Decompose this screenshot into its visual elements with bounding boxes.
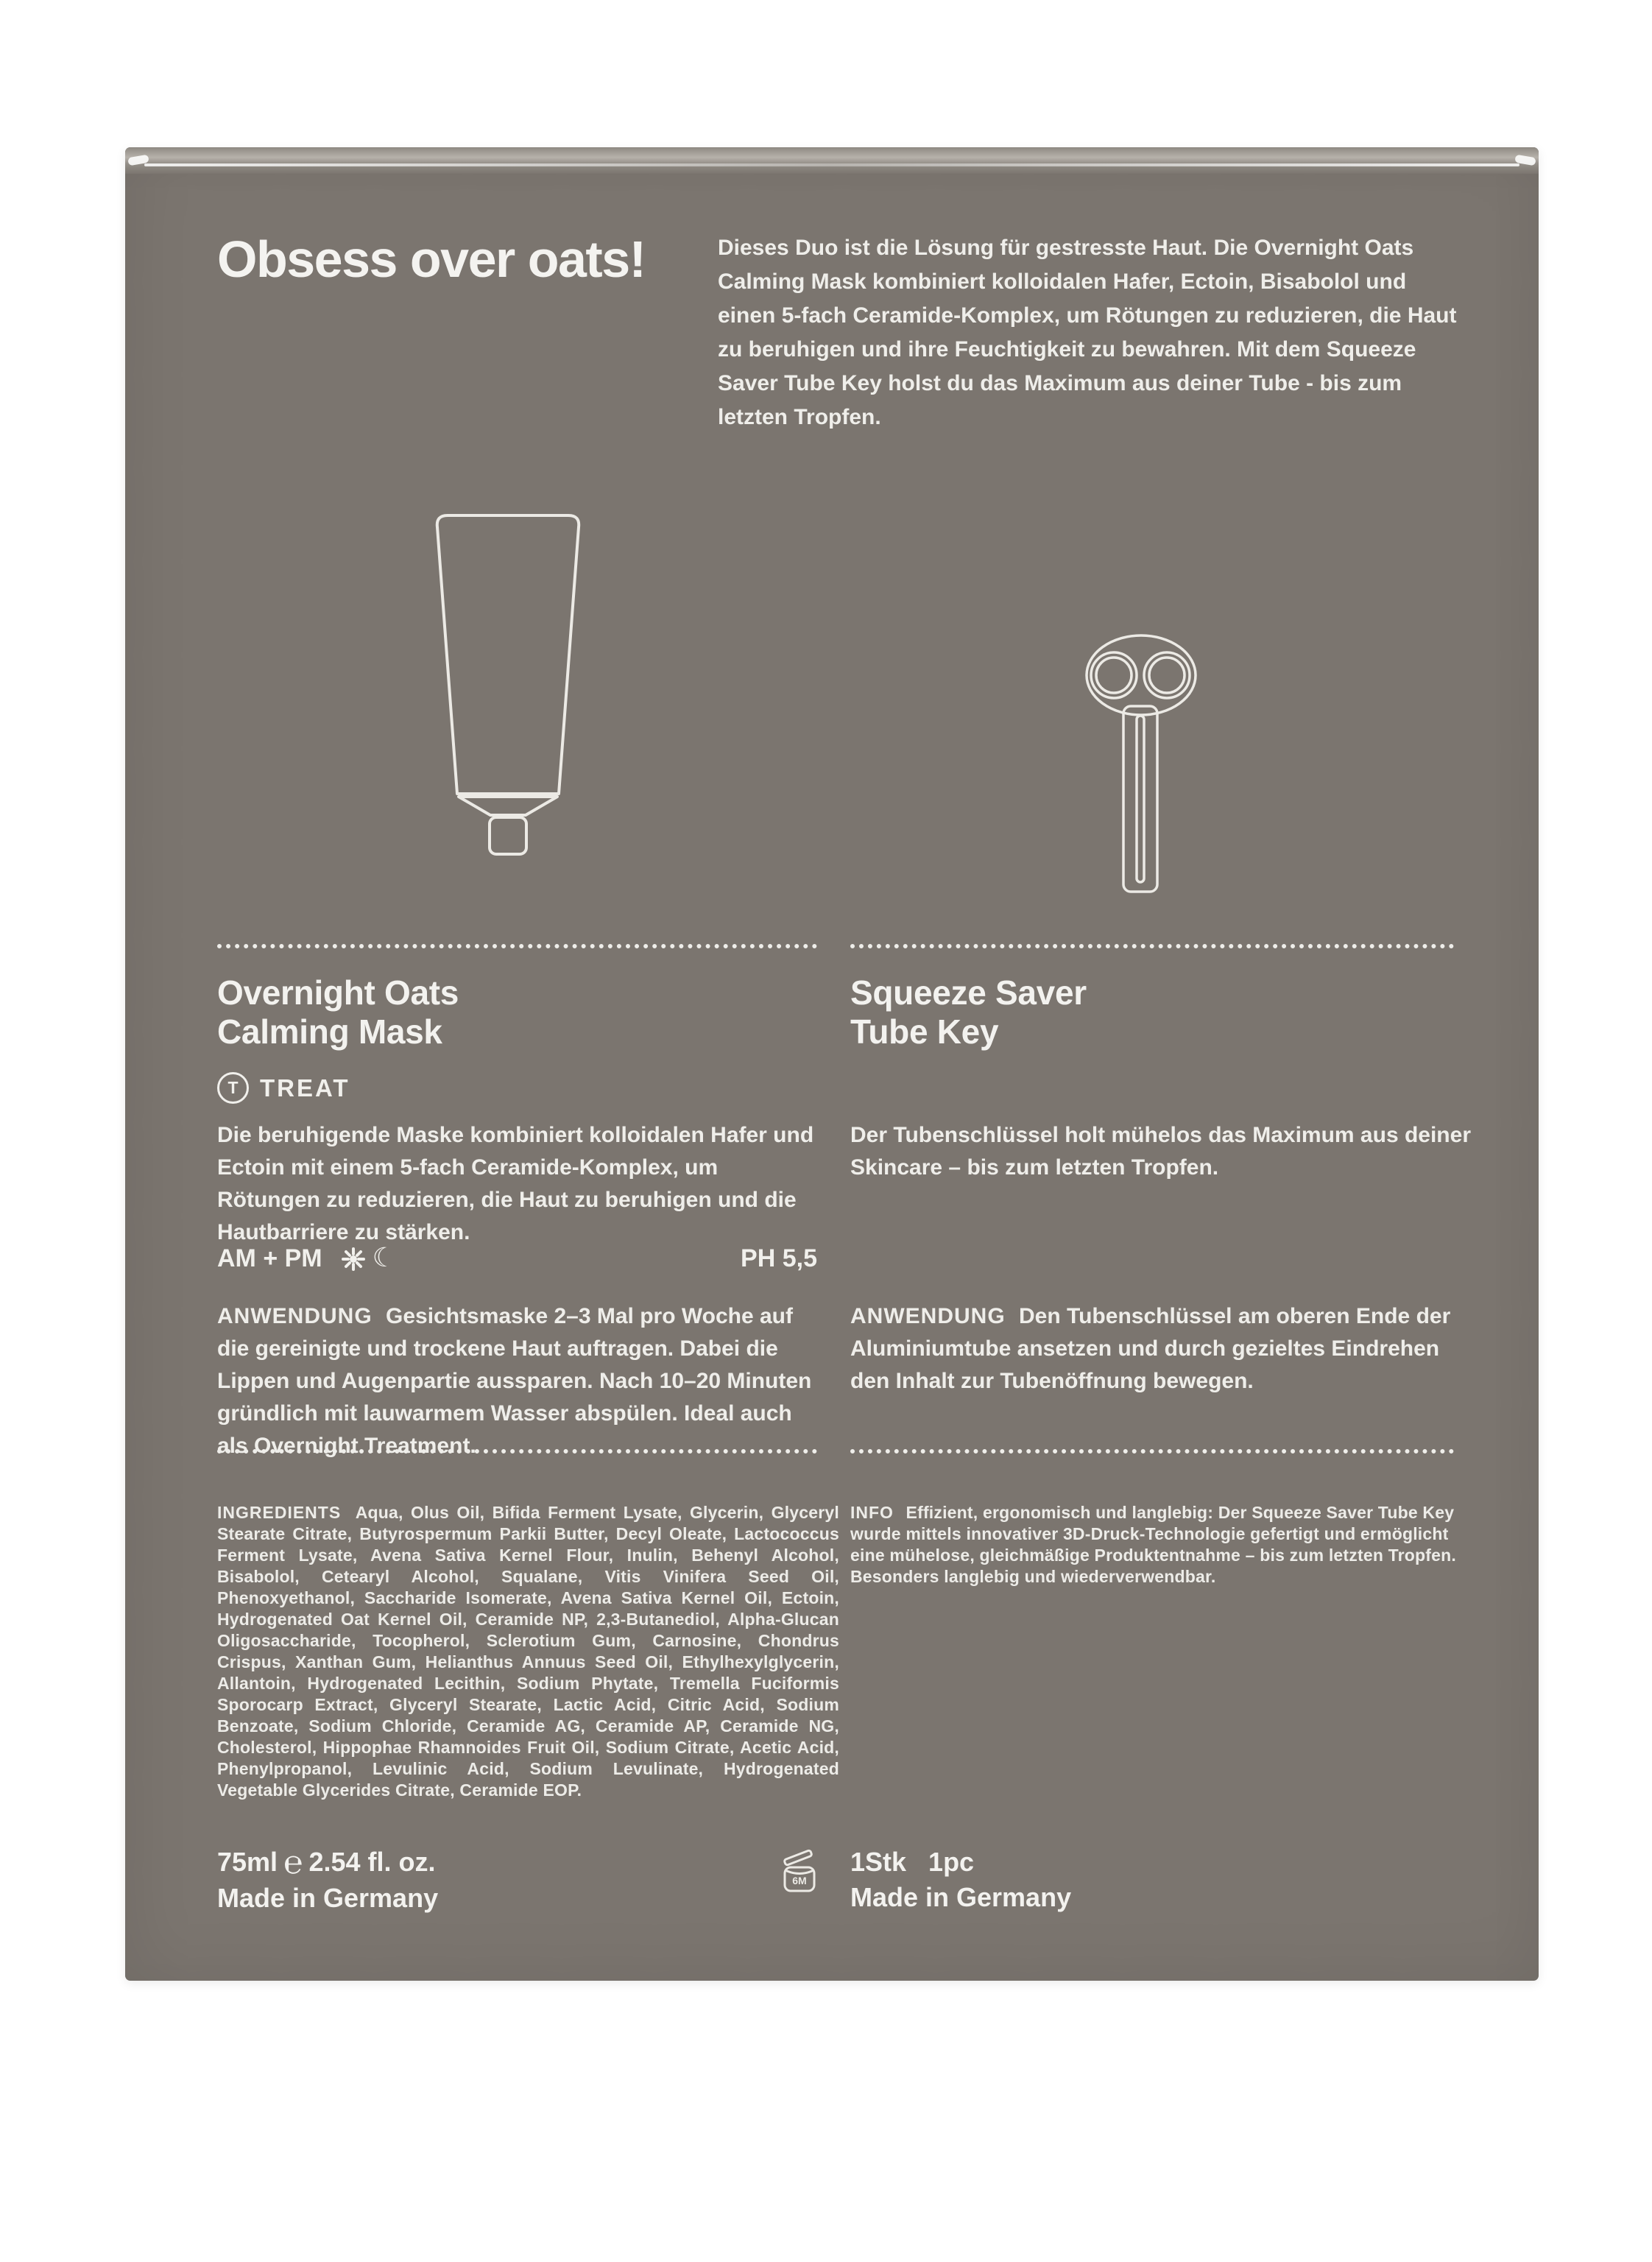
mask-description: Die beruhigende Maske kombiniert kolloidalen Hafer und Ectoin mit einem 5-fach Ceramide-Komplex, um Rötungen zu reduzieren, die Haut zu beruhigen und die Hautbarriere zu stärken.: [217, 1123, 814, 1244]
volume-ml: 75ml: [217, 1847, 278, 1877]
mask-usage-meta-row: [217, 1241, 817, 1273]
mask-title: [217, 973, 459, 1051]
sun-icon: [342, 1247, 365, 1271]
mask-usage-text: Gesichtsmaske 2–3 Mal pro Woche auf die gereinigte und trockene Haut auftragen. Dabei die Lippen und Augenpartie aussparen. Nach 10–20 Minuten gründlich mit lauwarmem Wasser abspülen. Ideal auch als Overnight Treatment.: [217, 1304, 812, 1458]
mask-title-line1: Overnight Oats: [217, 973, 459, 1012]
info-label: INFO: [850, 1503, 894, 1522]
tube-key-origin: Made in Germany: [850, 1882, 1072, 1912]
tube-key-description: Der Tubenschlüssel holt mühelos das Maximum aus deiner Skincare – bis zum letzten Tropfen.: [850, 1123, 1471, 1180]
tube-key-usage-text: Den Tubenschlüssel am oberen Ende der Aluminiumtube ansetzen und durch gezieltes Eindrehen den Inhalt zur Tubenöffnung bewegen.: [850, 1304, 1451, 1393]
divider-dotted-left-bottom: [217, 1449, 817, 1454]
moon-icon: ☾: [372, 1241, 396, 1272]
info-paragraph: [850, 1502, 1472, 1588]
divider-dotted-right-bottom: [850, 1449, 1454, 1454]
mask-pack-info: [217, 1845, 438, 1916]
treat-circle-t-icon: T: [217, 1072, 249, 1104]
treat-badge: [217, 1072, 350, 1104]
tube-illustration: [427, 508, 589, 862]
info-text: Effizient, ergonomisch und langlebig: Der Squeeze Saver Tube Key wurde mittels innovativer 3D-Druck-Technologie gefertigt und ermöglicht eine mühelose, gleichmäßige Produktentnahme – bis zum letzten Tropfen. Besonders langlebig und wiederverwendbar.: [850, 1503, 1456, 1586]
mask-usage-paragraph: [217, 1300, 825, 1462]
estimated-sign: ℮: [283, 1845, 303, 1881]
treat-badge-label: TREAT: [260, 1074, 350, 1102]
box-top-edge: [125, 147, 1539, 174]
tube-key-usage-label: ANWENDUNG: [850, 1304, 1006, 1328]
mask-title-line2: Calming Mask: [217, 1012, 442, 1051]
usage-time-label: AM + PM: [217, 1244, 322, 1272]
quantity-en: 1pc: [928, 1847, 975, 1877]
divider-dotted-right-top: [850, 944, 1454, 948]
headline: Obsess over oats!: [217, 230, 646, 288]
intro-paragraph: Dieses Duo ist die Lösung für gestresste Haut. Die Overnight Oats Calming Mask kombiniert kolloidalen Hafer, Ectoin, Bisabolol und einen 5-fach Ceramide-Komplex, um Rötungen zu reduzieren, die Haut zu beruhigen und ihre Feuchtigkeit zu bewahren. Mit dem Squeeze Saver Tube Key holst du das Maximum aus deiner Tube - bis zum letzten Tropfen.: [718, 236, 1457, 429]
quantity-line: [850, 1845, 1071, 1880]
tube-key-title-line2: Tube Key: [850, 1012, 999, 1051]
mask-usage-label: ANWENDUNG: [217, 1304, 373, 1328]
ingredients-paragraph: [217, 1502, 839, 1801]
ingredients-label: INGREDIENTS: [217, 1503, 342, 1522]
box-edge-highlight: [144, 163, 1519, 166]
tube-icon: [427, 508, 589, 862]
open-jar-pao-icon: [783, 1845, 819, 1900]
tube-key-icon: [1079, 630, 1211, 909]
tube-key-title-line1: Squeeze Saver: [850, 973, 1087, 1012]
usage-time-group: [217, 1241, 396, 1273]
tube-key-title: [850, 973, 1087, 1051]
pao-duration-label: 6M: [792, 1875, 807, 1886]
tube-key-illustration: [1079, 630, 1211, 909]
quantity-de: 1Stk: [850, 1847, 907, 1877]
tube-key-usage-paragraph: [850, 1300, 1472, 1398]
mask-volume-line: [217, 1845, 438, 1881]
divider-dotted-left-top: [217, 944, 817, 948]
tube-key-pack-info: [850, 1845, 1071, 1915]
packaging-back-panel: [125, 147, 1539, 1981]
mask-origin: Made in Germany: [217, 1883, 439, 1913]
ingredients-text: Aqua, Olus Oil, Bifida Ferment Lysate, Glycerin, Glyceryl Stearate Citrate, Butyrospermum Parkii Butter, Decyl Oleate, Lactococcus Ferment Lysate, Avena Sativa Kernel Flour, Inulin, Behenyl Alcohol, Bisabolol, Cetearyl Alcohol, Squalane, Vitis Vinifera Seed Oil, Phenoxyethanol, Saccharide Isomerate, Avena Sativa Kernel Oil, Ectoin, Hydrogenated Oat Kernel Oil, Ceramide NP, 2,3-Butanediol, Alpha-Glucan Oligosaccharide, Tocopherol, Sclerotium Gum, Carnosine, Chondrus Crispus, Xanthan Gum, Helianthus Annuus Seed Oil, Ethylhexylglycerin, Allantoin, Hydrogenated Lecithin, Sodium Phytate, Tremella Fuciformis Sporocarp Extract, Glyceryl Stearate, Lactic Acid, Citric Acid, Sodium Benzoate, Sodium Chloride, Ceramide AG, Ceramide AP, Ceramide NG, Cholesterol, Hippophae Rhamnoides Fruit Oil, Sodium Citrate, Acetic Acid, Phenylpropanol, Levulinic Acid, Sodium Levulinate, Hydrogenated Vegetable Glycerides Citrate, Ceramide EOP.: [217, 1503, 839, 1800]
ph-value: PH 5,5: [741, 1244, 817, 1272]
volume-floz: 2.54 fl. oz.: [308, 1847, 436, 1877]
